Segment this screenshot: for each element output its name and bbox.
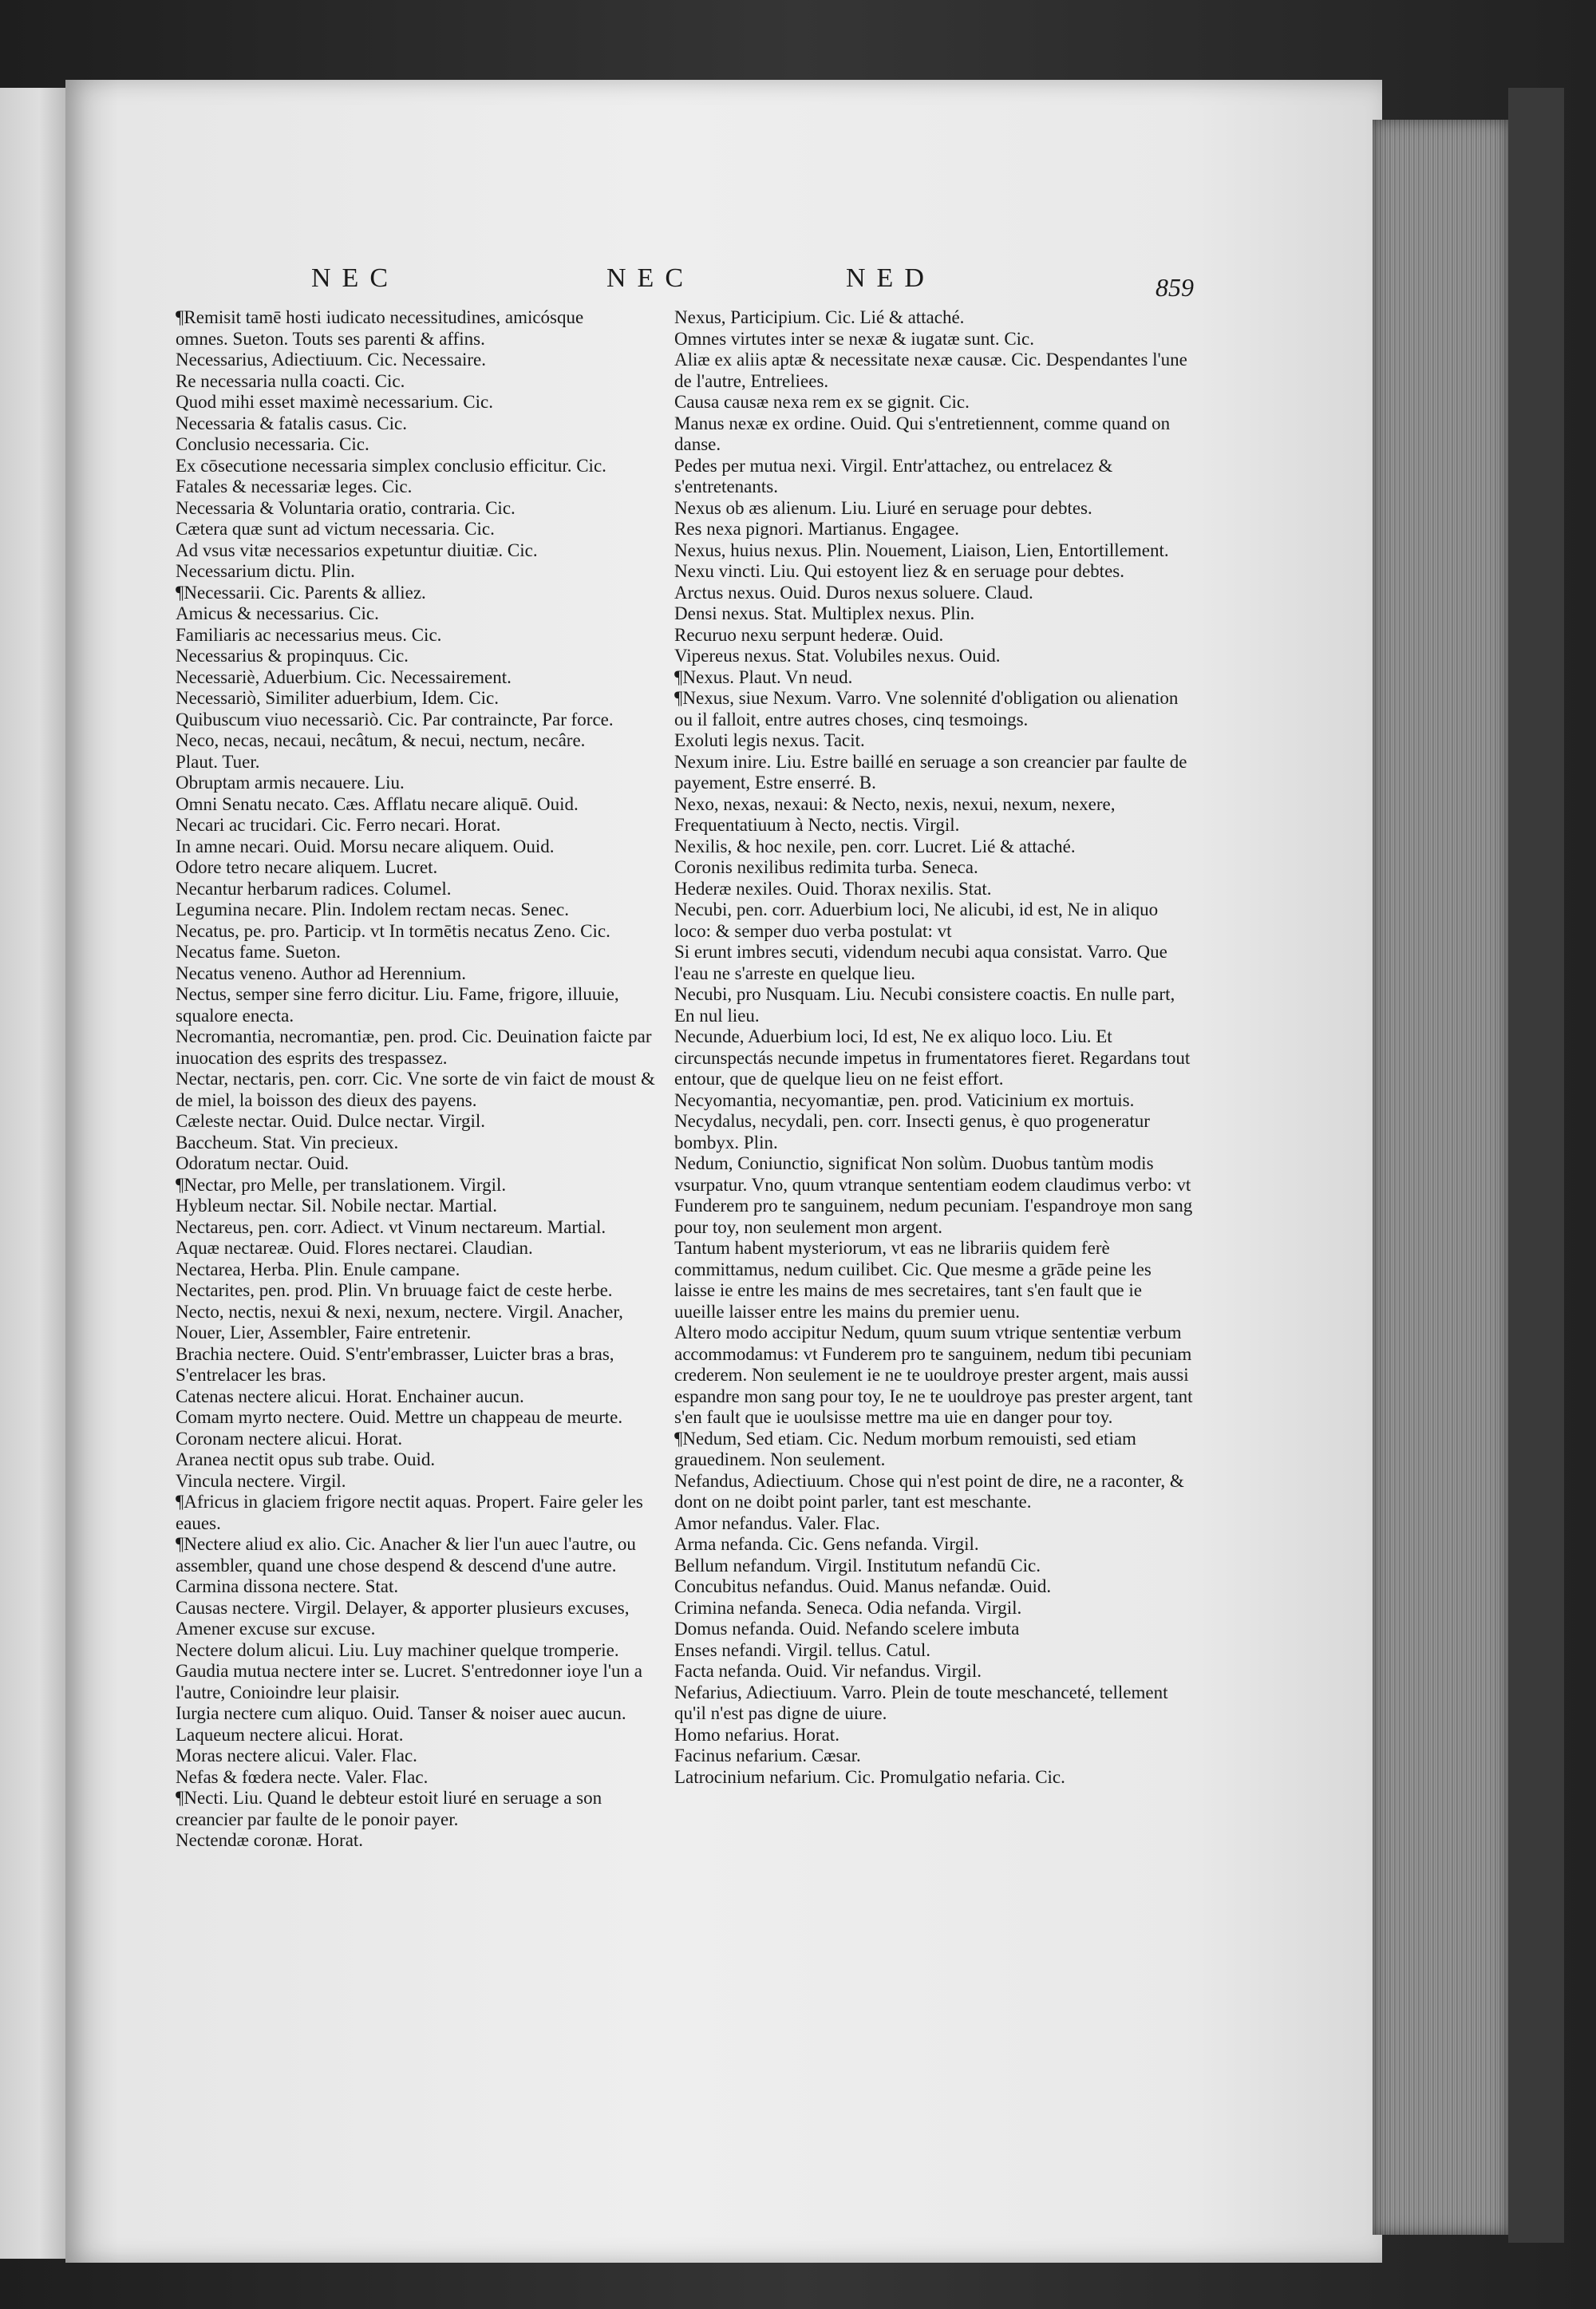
dictionary-line: Nexilis, & hoc nexile, pen. corr. Lucret. Lié & attaché.: [674, 836, 1076, 856]
dictionary-line: Omni Senatu necato. Cæs. Afflatu necare aliquē. Ouid.: [176, 793, 579, 814]
running-head-left: NEC: [311, 263, 399, 293]
dictionary-line: ¶Africus in glaciem frigore nectit aquas. Propert. Faire geler les eaues.: [176, 1492, 643, 1533]
dictionary-line: Familiaris ac necessarius meus. Cic.: [176, 624, 442, 645]
dictionary-line: Carmina dissona nectere. Stat.: [176, 1576, 399, 1596]
dictionary-line: Odore tetro necare aliquem. Lucret.: [176, 857, 438, 877]
dictionary-line: Coronam nectere alicui. Horat.: [176, 1428, 403, 1449]
dictionary-line: Necatus, pe. pro. Particip. vt In tormētis necatus Zeno. Cic.: [176, 920, 610, 941]
dictionary-line: Odoratum nectar. Ouid.: [176, 1153, 350, 1173]
dictionary-line: Necromantia, necromantiæ, pen. prod. Cic. Deuination faicte par inuocation des esprits des trespassez.: [176, 1026, 652, 1068]
dictionary-line: Vincula nectere. Virgil.: [176, 1470, 346, 1491]
dictionary-line: Necubi, pro Nusquam. Liu. Necubi consistere coactis. En nulle part, En nul lieu.: [674, 984, 1175, 1026]
dictionary-line: Nectere dolum alicui. Liu. Luy machiner quelque tromperie.: [176, 1639, 619, 1660]
dictionary-line: Necunde, Aduerbium loci, Id est, Ne ex aliquo loco. Liu. Et circunspectás necunde impetus in frumentatores fieret. Regardans tout entour, que de quelque lieu on ne feist effort.: [674, 1026, 1191, 1089]
dictionary-line: Aliæ ex aliis aptæ & necessitate nexæ causæ. Cic. Despendantes l'une de l'autre, Entreliees.: [674, 350, 1187, 391]
dictionary-line: Res nexa pignori. Martianus. Engagee.: [674, 519, 960, 539]
dictionary-line: Nedum, Coniunctio, significat Non solùm. Duobus tantùm modis vsurpatur. Vno, quum vtranque sententiam eodem claudimus verbo: vt Funderem pro te sanguinem, nedum pecuniam. I'espandroye mon sang pour toy, non seulement mon argent.: [674, 1153, 1193, 1237]
dictionary-line: Nexu vincti. Liu. Qui estoyent liez & en seruage pour debtes.: [674, 561, 1124, 581]
page-number: 859: [1156, 273, 1194, 302]
dictionary-line: Nexus, Participium. Cic. Lié & attaché.: [674, 307, 965, 327]
dictionary-line: Omnes virtutes inter se nexæ & iugatæ sunt. Cic.: [674, 328, 1035, 349]
dictionary-line: Facinus nefarium. Cæsar.: [674, 1746, 861, 1765]
dictionary-line: Crimina nefanda. Seneca. Odia nefanda. Virgil.: [674, 1597, 1022, 1618]
dictionary-line: Neco, necas, necaui, necâtum, & necui, nectum, necâre.: [176, 730, 586, 750]
dictionary-line: Nectus, semper sine ferro dicitur. Liu. Fame, frigore, illuuie,: [176, 984, 619, 1004]
dictionary-line: Amor nefandus. Valer. Flac.: [674, 1512, 880, 1533]
dictionary-line: Arma nefanda. Cic. Gens nefanda. Virgil.: [674, 1534, 979, 1554]
dictionary-line: Aranea nectit opus sub trabe. Ouid.: [176, 1449, 436, 1469]
dictionary-line: Conclusio necessaria. Cic.: [176, 434, 369, 454]
dictionary-line: Necessariè, Aduerbium. Cic. Necessairement.: [176, 666, 512, 687]
dictionary-line: Laqueum nectere alicui. Horat.: [176, 1724, 404, 1745]
dictionary-line: ¶Necessarii. Cic. Parents & alliez.: [176, 582, 426, 603]
dictionary-line: Nexus, huius nexus. Plin. Nouement, Liaison, Lien, Entortillement.: [674, 540, 1169, 560]
dictionary-line: omnes. Sueton. Touts ses parenti & affins.: [176, 328, 485, 349]
dictionary-line: ¶Nectar, pro Melle, per translationem. Virgil.: [176, 1174, 507, 1195]
dictionary-line: Si erunt imbres secuti, videndum necubi aqua consistat. Varro. Que l'eau ne s'arreste en quelque lieu.: [674, 942, 1167, 983]
page-edges: [1373, 120, 1508, 2235]
dictionary-line: Necantur herbarum radices. Columel.: [176, 878, 452, 899]
dictionary-line: Necessarium dictu. Plin.: [176, 561, 355, 581]
dictionary-line: Necubi, pen. corr. Aduerbium loci, Ne alicubi, id est, Ne in aliquo loco: & semper duo verba postulat: vt: [674, 899, 1159, 941]
dictionary-line: Exoluti legis nexus. Tacit.: [674, 730, 865, 750]
dictionary-line: Causa causæ nexa rem ex se gignit. Cic.: [674, 392, 970, 412]
dictionary-line: Comam myrto nectere. Ouid. Mettre un chappeau de meurte.: [176, 1407, 623, 1427]
dictionary-line: Necatus veneno. Author ad Herennium.: [176, 963, 467, 983]
dictionary-line: Obruptam armis necauere. Liu.: [176, 773, 405, 793]
dictionary-line: Cætera quæ sunt ad victum necessaria. Cic.: [176, 519, 495, 539]
dictionary-line: Plaut. Tuer.: [176, 751, 260, 772]
dictionary-line: Nefandus, Adiectiuum. Chose qui n'est point de dire, ne a raconter, & dont on ne doibt point parler, tant est meschante.: [674, 1470, 1184, 1512]
dictionary-line: Bellum nefandum. Virgil. Institutum nefandū Cic.: [674, 1555, 1041, 1576]
dictionary-line: Necari ac trucidari. Cic. Ferro necari. Horat.: [176, 815, 501, 835]
dictionary-line: Homo nefarius. Horat.: [674, 1724, 839, 1745]
dictionary-line: Nectarites, pen. prod. Plin. Vn bruuage faict de ceste herbe.: [176, 1280, 613, 1300]
dictionary-line: Nexus ob æs alienum. Liu. Liuré en seruage pour debtes.: [674, 497, 1092, 518]
dictionary-line: Tantum habent mysteriorum, vt eas ne librariis quidem ferè committamus, nedum cuilibet. Cic. Que mesme a grāde peine les laisse ie entre les mains de mes secretaires, tant s'en fault que ie uueille laisser entre les mains du premier uenu.: [674, 1238, 1152, 1322]
dictionary-line: Facta nefanda. Ouid. Vir nefandus. Virgil.: [674, 1661, 982, 1681]
dictionary-line: Manus nexæ ex ordine. Ouid. Qui s'entretiennent, comme quand on danse.: [674, 413, 1171, 454]
dictionary-line: Altero modo accipitur Nedum, quum suum vtrique sententiæ verbum accommodamus: vt Funderem pro te sanguinem, nedum tibi pecuniam crederem. Non seulement ie ne te uouldroye prester argent, mais aussi espandre mon sang pour toy, Ie ne te uouldroye pas prester argent, tant s'en fault que ie uoulsisse mettre ma uie en danger pour toy.: [674, 1323, 1193, 1427]
dictionary-line: Coronis nexilibus redimita turba. Seneca.: [674, 857, 978, 877]
dictionary-line: Nefas & fœdera necte. Valer. Flac.: [176, 1766, 429, 1787]
dictionary-line: Nectarea, Herba. Plin. Enule campane.: [176, 1259, 460, 1279]
dictionary-line: Nexo, nexas, nexaui: & Necto, nexis, nexui, nexum, nexere, Frequentatiuum à Necto, nectis. Virgil.: [674, 793, 1116, 835]
dictionary-line: Necyomantia, necyomantiæ, pen. prod. Vaticinium ex mortuis.: [674, 1089, 1135, 1110]
dictionary-line: Nectendæ coronæ. Horat.: [176, 1830, 364, 1850]
dictionary-line: Legumina necare. Plin. Indolem rectam necas. Senec.: [176, 899, 570, 919]
dictionary-line: Necessaria & Voluntaria oratio, contraria. Cic.: [176, 497, 516, 518]
dictionary-line: Vipereus nexus. Stat. Volubiles nexus. Ouid.: [674, 646, 1001, 666]
dictionary-line: Aquæ nectareæ. Ouid. Flores nectarei. Claudian.: [176, 1238, 533, 1258]
dictionary-line: squalore enecta.: [176, 1005, 294, 1026]
dictionary-line: ¶Nectere aliud ex alio. Cic. Anacher & lier l'un auec l'autre, ou assembler, quand une chose despend & descend d'une autre.: [176, 1534, 636, 1576]
running-header: [311, 263, 1205, 311]
dictionary-line: Arctus nexus. Ouid. Duros nexus soluere. Claud.: [674, 582, 1033, 603]
dictionary-line: Necydalus, necydali, pen. corr. Insecti genus, è quo progeneratur bombyx. Plin.: [674, 1111, 1150, 1153]
dictionary-line: Nectareus, pen. corr. Adiect. vt Vinum nectareum. Martial.: [176, 1216, 606, 1237]
dictionary-line: Brachia nectere. Ouid. S'entr'embrasser, Luicter bras a bras, S'entrelacer les bras.: [176, 1343, 614, 1385]
dictionary-line: ¶Nexus. Plaut. Vn neud.: [674, 666, 853, 687]
dictionary-line: Hederæ nexiles. Ouid. Thorax nexilis. Stat.: [674, 878, 992, 899]
left-page-margin: [0, 88, 67, 2259]
dictionary-line: Domus nefanda. Ouid. Nefando scelere imbuta: [674, 1619, 1020, 1639]
dictionary-line: ¶Nedum, Sed etiam. Cic. Nedum morbum remouisti, sed etiam grauedinem. Non seulement.: [674, 1428, 1136, 1469]
dictionary-line: Necessariò, Similiter aduerbium, Idem. Cic.: [176, 688, 499, 708]
dictionary-line: Concubitus nefandus. Ouid. Manus nefandæ. Ouid.: [674, 1576, 1052, 1596]
dictionary-line: Quod mihi esset maximè necessarium. Cic.: [176, 392, 493, 412]
dictionary-line: Necatus fame. Sueton.: [176, 942, 341, 962]
dictionary-line: Latrocinium nefarium. Cic. Promulgatio nefaria. Cic.: [674, 1766, 1065, 1787]
dictionary-line: Fatales & necessariæ leges. Cic.: [176, 476, 413, 496]
dictionary-line: ¶Necti. Liu. Quand le debteur estoit liuré en seruage a son creancier par faulte de le ponoir payer.: [176, 1788, 602, 1829]
dictionary-line: Cæleste nectar. Ouid. Dulce nectar. Virgil.: [176, 1111, 486, 1131]
dictionary-line: Necessarius, Adiectiuum. Cic. Necessaire.: [176, 350, 486, 370]
right-column: [674, 307, 1193, 1788]
dictionary-line: Enses nefandi. Virgil. tellus. Catul.: [674, 1639, 931, 1660]
dictionary-line: Densi nexus. Stat. Multiplex nexus. Plin.: [674, 603, 975, 623]
dictionary-line: ¶Remisit tamē hosti iudicato necessitudines, amicósque: [176, 307, 584, 327]
dictionary-line: Recuruo nexu serpunt hederæ. Ouid.: [674, 624, 944, 645]
dictionary-line: Quibuscum viuo necessariò. Cic. Par contraincte, Par force.: [176, 709, 614, 729]
dictionary-line: Moras nectere alicui. Valer. Flac.: [176, 1746, 417, 1765]
dictionary-line: Iurgia nectere cum aliquo. Ouid. Tanser & noiser auec aucun.: [176, 1703, 626, 1723]
dictionary-line: Causas nectere. Virgil. Delayer, & apporter plusieurs excuses, Amener excuse sur excuse.: [176, 1597, 630, 1639]
book-cover-board: [1508, 88, 1564, 2243]
dictionary-line: Re necessaria nulla coacti. Cic.: [176, 370, 405, 391]
dictionary-line: Hybleum nectar. Sil. Nobile nectar. Martial.: [176, 1196, 498, 1216]
dictionary-line: Necessaria & fatalis casus. Cic.: [176, 413, 407, 433]
dictionary-line: Ex cōsecutione necessaria simplex conclusio efficitur. Cic.: [176, 455, 606, 476]
dictionary-line: Necessarius & propinquus. Cic.: [176, 646, 409, 666]
dictionary-line: Catenas nectere alicui. Horat. Enchainer aucun.: [176, 1386, 524, 1406]
dictionary-line: Baccheum. Stat. Vin precieux.: [176, 1132, 399, 1153]
dictionary-line: Pedes per mutua nexi. Virgil. Entr'attachez, ou entrelacez & s'entretenants.: [674, 455, 1113, 496]
dictionary-line: Nexum inire. Liu. Estre baillé en seruage a son creancier par faulte de payement, Estre enserré. B.: [674, 751, 1187, 793]
dictionary-line: Nectar, nectaris, pen. corr. Cic. Vne sorte de vin faict de moust & de miel, la boisson des dieux des payens.: [176, 1069, 655, 1110]
dictionary-line: ¶Nexus, siue Nexum. Varro. Vne solennité d'obligation ou alienation ou il falloit, entre autres choses, cinq tesmoings.: [674, 688, 1179, 729]
dictionary-line: Ad vsus vitæ necessarios expetuntur diuitiæ. Cic.: [176, 540, 538, 560]
running-head-center: NEC: [606, 263, 694, 293]
dictionary-line: In amne necari. Ouid. Morsu necare aliquem. Ouid.: [176, 836, 555, 856]
running-head-right: NED: [846, 263, 935, 293]
dictionary-line: Necto, nectis, nexui & nexi, nexum, nectere. Virgil. Anacher, Nouer, Lier, Assembler, Faire entretenir.: [176, 1301, 623, 1342]
left-column: [176, 307, 662, 1852]
dictionary-line: Amicus & necessarius. Cic.: [176, 603, 379, 623]
dictionary-line: Gaudia mutua nectere inter se. Lucret. S'entredonner ioye l'un a l'autre, Conioindre leur plaisir.: [176, 1661, 642, 1702]
dictionary-line: Nefarius, Adiectiuum. Varro. Plein de toute meschanceté, tellement qu'il n'est pas digne de uiure.: [674, 1682, 1168, 1723]
